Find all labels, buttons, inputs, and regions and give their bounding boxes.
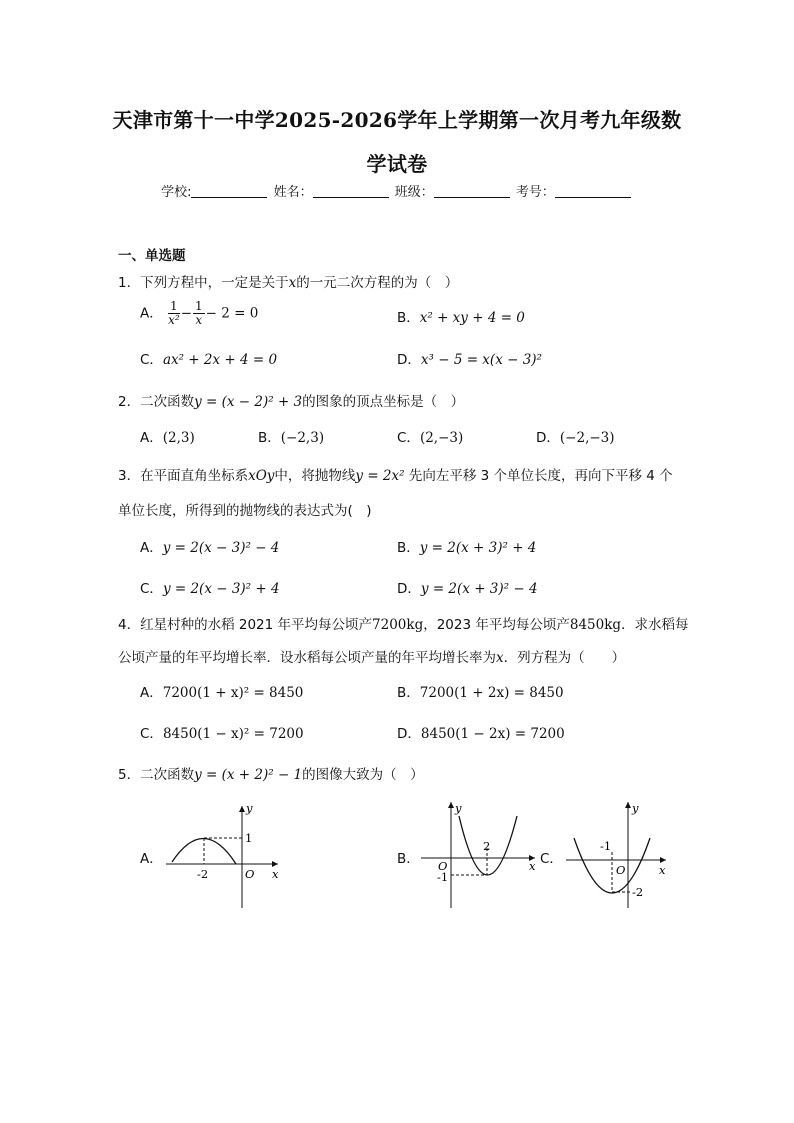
question-4-stem: 4．红星村种的水稻 2021 年平均每公顷产7200kg，2023 年平均每公顷产8450kg．求水稻每 [118, 617, 689, 633]
question-1-stem: 1．下列方程中，一定是关于x的一元二次方程的为（ ） [118, 275, 459, 291]
class-label: 班级： [394, 185, 434, 200]
q3-option-d[interactable]: D．y = 2(x + 3)² − 4 [397, 581, 538, 597]
number-blank[interactable] [555, 185, 631, 198]
y-axis-arrow-icon [448, 802, 454, 808]
y-label: y [246, 801, 253, 815]
y-axis-arrow-icon [625, 802, 631, 808]
y-mark-label: -2 [632, 885, 644, 899]
name-label: 姓名： [273, 185, 313, 200]
x-label: x [529, 859, 536, 873]
x-mark-label: -1 [600, 839, 612, 853]
q3-option-a[interactable]: A．y = 2(x − 3)² − 4 [140, 540, 280, 556]
school-blank[interactable] [191, 185, 267, 198]
x-mark-label: -2 [197, 867, 209, 881]
q2-option-c[interactable]: C．(2,−3) [397, 430, 464, 446]
page-title: 天津市第十一中学2025-2026学年上学期第一次月考九年级数 [112, 108, 682, 132]
q3-option-c[interactable]: C．y = 2(x − 3)² + 4 [140, 581, 280, 597]
x-mark-label: 2 [483, 839, 491, 853]
q4-option-c[interactable]: C．8450(1 − x)² = 7200 [140, 726, 304, 742]
class-blank[interactable] [434, 185, 510, 198]
origin-label: O [616, 863, 626, 877]
q2-option-a[interactable]: A．(2,3) [140, 430, 195, 446]
q4-option-a[interactable]: A．7200(1 + x)² = 8450 [140, 685, 304, 701]
q5-graph-a[interactable] [160, 800, 285, 910]
q5-graph-b[interactable] [415, 798, 540, 910]
x-label: x [272, 867, 279, 881]
y-axis-arrow-icon [239, 806, 245, 812]
q4-option-d[interactable]: D．8450(1 − 2x) = 7200 [397, 726, 565, 742]
q5-option-b-label[interactable]: B． [397, 851, 420, 867]
y-label: y [632, 801, 639, 815]
q1-option-c[interactable]: C．ax² + 2x + 4 = 0 [140, 352, 278, 368]
q2-option-d[interactable]: D．(−2,−3) [536, 430, 615, 446]
q3-option-b[interactable]: B．y = 2(x + 3)² + 4 [397, 540, 537, 556]
question-4-stem-cont: 公顷产量的年平均增长率．设水稻每公顷产量的年平均增长率为x．列方程为（ ） [118, 650, 626, 666]
q5-option-a-label[interactable]: A． [140, 851, 163, 867]
question-3-stem: 3．在平面直角坐标系xOy中，将抛物线y = 2x² 先向左平移 3 个单位长度，再向下平移 4 个 [118, 468, 673, 484]
x-label: x [659, 863, 666, 877]
fraction: $\frac{1}{\text{x²}}$ [168, 299, 180, 327]
number-label: 考号： [515, 185, 555, 200]
q1-option-a[interactable]: A． $\frac{1}{\text{x²}}$ − $\frac{1}{x}$ − 2 = 0 [140, 299, 259, 327]
question-2-stem: 2．二次函数y = (x − 2)² + 3的图象的顶点坐标是（ ） [118, 394, 465, 410]
question-5-stem: 5．二次函数y = (x + 2)² − 1的图像大致为（ ） [118, 767, 424, 783]
origin-label: O [438, 859, 448, 873]
q1-option-d[interactable]: D．x³ − 5 = x(x − 3)² [397, 352, 542, 368]
q2-option-b[interactable]: B．(−2,3) [258, 430, 325, 446]
fraction: $\frac{1}{x}$ [195, 299, 203, 327]
y-label: y [455, 801, 462, 815]
y-mark-label: 1 [245, 831, 253, 845]
student-info-row [0, 181, 794, 200]
school-label: 学校: [161, 185, 192, 200]
q5-graph-c[interactable] [562, 798, 674, 910]
name-blank[interactable] [313, 185, 389, 198]
y-mark-label: -1 [437, 870, 449, 884]
section-heading: 一、单选题 [118, 248, 186, 264]
page-title-continued: 学试卷 [366, 152, 428, 176]
q1-option-b[interactable]: B．x² + xy + 4 = 0 [397, 310, 525, 326]
q5-option-c-label[interactable]: C． [540, 851, 563, 867]
origin-label: O [245, 867, 255, 881]
question-3-stem-cont: 单位长度，所得到的抛物线的表达式为( ) [118, 503, 372, 519]
q4-option-b[interactable]: B．7200(1 + 2x) = 8450 [397, 685, 564, 701]
